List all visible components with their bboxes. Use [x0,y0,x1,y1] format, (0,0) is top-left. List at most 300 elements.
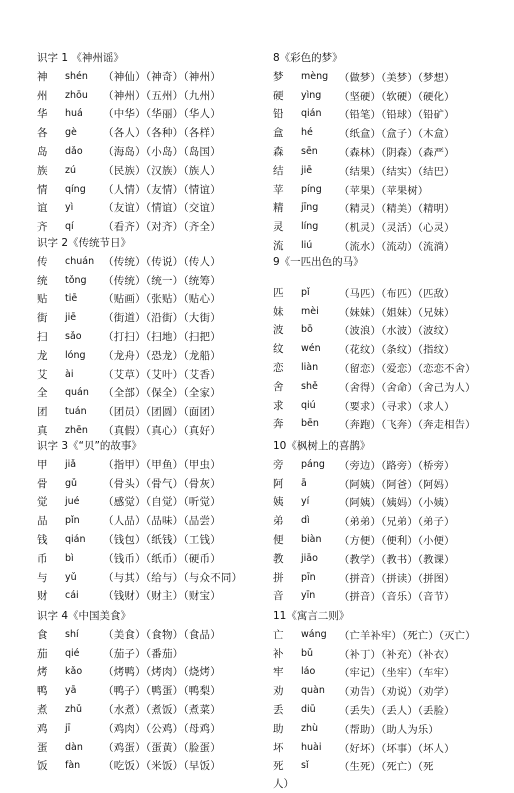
character: 谊 [37,202,48,215]
word-list: （神仙）（神奇）（神州） [103,70,221,83]
pinyin: zhǔ [65,704,83,716]
character: 族 [37,164,48,177]
pinyin: kǎo [65,666,83,678]
word-list: （海岛）（小岛）（岛国） [103,146,221,159]
word-list: （贴画）（张贴）（贴心） [103,293,221,306]
word-list: （中华）（华丽）（华人） [103,108,221,121]
character: 盒 [273,127,284,140]
vocab-row [37,123,267,142]
pinyin: mèi [301,305,319,317]
vocab-row [37,105,267,124]
character: 贴 [37,293,48,306]
vocab-row [273,663,509,682]
vocab-row [37,86,267,105]
vocab-row [37,625,267,644]
word-list: （波浪）（水波）（波纹） [339,325,455,338]
word-list: （留恋）（爱恋）（恋恋不舍） [339,363,476,376]
pinyin: quàn [301,685,325,697]
word-list: （拼音）（音乐）（音节） [339,591,455,604]
word-list: （龙舟）（恐龙）（龙船） [103,349,221,362]
pinyin: píng [301,183,322,195]
vocab-row [273,321,509,340]
word-list: （弟弟）（兄弟）（弟子） [339,516,455,529]
word-list: （教学）（教书）（教课） [339,553,455,566]
vocab-row [37,161,267,180]
character: 精 [273,202,284,215]
character: 鸡 [37,722,48,735]
vocab-row [37,587,267,606]
character-list [37,455,267,605]
vocab-row [273,415,509,434]
pinyin: bǔ [301,647,314,659]
pinyin: yí [301,496,310,508]
pinyin: wén [301,343,321,355]
word-list: （拼音）（拼读）（拼图） [339,572,455,585]
word-list: （妹妹）（姐妹）（兄妹） [339,306,455,319]
word-list: （牢记）（坐牢）（车牢） [339,667,455,680]
character: 神 [37,70,48,83]
pinyin: yǔ [65,571,77,583]
vocab-row [37,346,267,365]
word-list: （生死）（死亡）（死 [339,761,434,774]
word-list: （帮助）（助人为乐） [339,723,439,736]
section-title: 识字 2《传统节日》 [37,237,132,249]
character: 铅 [273,108,284,121]
pinyin: qián [301,108,322,120]
character: 助 [273,722,284,735]
word-list: （流水）（流动）（流淌） [339,241,455,254]
word-list: （水煮）（煮饭）（煮菜） [103,704,221,717]
section-lesson-10 [273,438,509,605]
word-list: （花纹）（条纹）（指纹） [339,344,455,357]
character: 骨 [37,477,48,490]
character: 烤 [37,666,48,679]
character: 统 [37,274,48,287]
character: 音 [273,590,284,603]
vocab-row [37,365,267,384]
character: 传 [37,255,48,268]
character: 坏 [273,741,284,754]
character: 梦 [273,70,284,83]
vocab-row [273,199,509,218]
pinyin: yā [65,685,77,697]
word-list: （打扫）（扫地）（扫把） [103,331,221,344]
pinyin: zhēn [65,425,88,437]
pinyin: zhōu [65,89,88,101]
pinyin: jué [65,496,80,508]
vocab-row [37,180,267,199]
pinyin: qián [65,534,86,546]
pinyin: bì [65,552,74,564]
pinyin: qiú [301,399,316,411]
vocab-row [37,327,267,346]
pinyin: jiǎ [65,458,77,470]
word-list: （钱财）（财主）（财宝） [103,590,221,603]
character-list [273,455,509,605]
word-list: （传统）（传说）（传人） [103,255,221,268]
word-list: （人品）（品味）（品尝） [103,515,221,528]
vocab-row [37,681,267,700]
pinyin: huá [65,108,83,120]
character: 蛋 [37,741,48,754]
word-list: （亡羊补牢）（死亡）（灭亡） [339,629,476,642]
character: 煮 [37,704,48,717]
character: 流 [273,240,284,253]
pinyin: tǒng [65,274,87,286]
vocab-row [273,625,509,644]
character: 死 [273,760,284,773]
vocab-row [37,757,267,776]
vocab-row [273,217,509,236]
character-list [273,67,509,255]
pinyin: tiē [65,293,78,305]
section-title: 10《枫树上的喜鹊》 [273,440,371,452]
pinyin: shě [301,380,318,392]
character: 茄 [37,647,48,660]
word-list: （钱币）（纸币）（硬币） [103,552,221,565]
vocab-row [37,384,267,403]
word-list: （做梦）（美梦）（梦想） [339,71,455,84]
word-list: （指甲）（甲鱼）（甲虫） [103,458,221,471]
word-list: （吃饭）（米饭）（早饭） [103,760,221,773]
pinyin: jiē [65,312,77,324]
word-list: （看齐）（对齐）（齐全） [103,221,221,234]
character: 与 [37,571,48,584]
character: 拼 [273,571,284,584]
character: 丢 [273,704,284,717]
pinyin: pǐ [301,286,310,298]
word-list: （感觉）（自觉）（听觉） [103,496,221,509]
character: 结 [273,164,284,177]
vocab-row [37,252,267,271]
word-list: （阿姨）（阿爸）（阿妈） [339,478,455,491]
word-list: （骨头）（骨气）（骨灰） [103,477,221,490]
character: 财 [37,590,48,603]
pinyin: qíng [65,183,86,195]
section-lesson-1 [37,50,267,236]
word-list: （友谊）（情谊）（交谊） [103,202,221,215]
pinyin: quán [65,387,89,399]
character: 纹 [273,343,284,356]
word-list: （坚硬）（软硬）（硬化） [339,90,455,103]
vocab-row [273,568,509,587]
pinyin: yīn [301,590,316,602]
word-list: （团员）（团圆）（面团） [103,406,221,419]
pinyin: lóng [65,349,86,361]
pinyin: shí [65,628,79,640]
pinyin: pǐn [65,515,80,527]
vocab-row [37,67,267,86]
vocab-row [37,290,267,309]
vocab-row [37,511,267,530]
pinyin: yì [65,202,74,214]
vocab-row [273,719,509,738]
character: 州 [37,89,48,102]
pinyin: bō [301,324,313,336]
vocab-row [273,123,509,142]
pinyin: zhù [301,722,319,734]
word-list: （全部）（保全）（全家） [103,387,221,400]
pinyin: ài [65,368,74,380]
vocab-row [273,161,509,180]
pinyin: shén [65,70,88,82]
vocab-row [273,681,509,700]
character: 团 [37,406,48,419]
section-title: 9《一匹出色的马》 [273,256,364,268]
pinyin: jī [65,722,71,734]
pinyin: qí [65,221,74,233]
pinyin: sǎo [65,331,82,343]
character: 觉 [37,496,48,509]
vocab-row [273,493,509,512]
vocab-row [37,474,267,493]
word-list: （补丁）（补充）（补衣） [339,648,455,661]
vocab-row [273,549,509,568]
vocab-row [273,700,509,719]
vocab-row [37,644,267,663]
vocab-row [273,339,509,358]
vocab-row [273,644,509,663]
character: 全 [37,387,48,400]
character: 品 [37,515,48,528]
word-list: （精灵）（精美）（精明） [339,203,455,216]
pinyin: cái [65,590,79,602]
vocab-row [273,142,509,161]
word-list: （茄子）（番茄） [103,647,184,660]
section-title: 11《寓言二则》 [273,610,350,622]
vocab-row [37,738,267,757]
word-list: （纸盒）（盒子）（木盒） [339,128,455,141]
pinyin: láo [301,666,316,678]
character: 华 [37,108,48,121]
vocab-row [37,493,267,512]
character: 便 [273,534,284,547]
section-title: 识字 1 《神州谣》 [37,52,124,64]
character: 甲 [37,458,48,471]
word-list: （人情）（友情）（情谊） [103,183,221,196]
word-list: （与其）（给与）（与众不同） [103,571,243,584]
word-list: （好坏）（坏事）（坏人） [339,742,455,755]
pinyin: liàn [301,362,319,374]
pinyin: dàn [65,741,83,753]
character: 波 [273,324,284,337]
vocab-row [273,455,509,474]
word-list: （奔跑）（飞奔）（奔走相告） [339,419,476,432]
section-title: 8《彩色的梦》 [273,52,343,64]
character: 弟 [273,515,284,528]
word-list: （民族）（汉族）（族人） [103,164,221,177]
vocab-row [37,271,267,290]
character: 苹 [273,183,284,196]
pinyin: gè [65,127,77,139]
section-title: 识字 3《“贝”的故事》 [37,440,142,452]
vocab-row [273,358,509,377]
pinyin: hé [301,127,313,139]
character: 食 [37,628,48,641]
word-list: （各人）（各种）（各样） [103,127,221,140]
character: 硬 [273,89,284,102]
character: 亡 [273,628,284,641]
pinyin: dì [301,515,310,527]
character-list [37,67,267,236]
character: 牢 [273,666,284,679]
character: 教 [273,552,284,565]
pinyin: chuán [65,255,95,267]
vocab-row [273,738,509,757]
vocab-row [273,180,509,199]
character-list [273,283,509,433]
vocab-row [273,757,509,776]
character: 补 [273,647,284,660]
character: 真 [37,425,48,438]
character: 齐 [37,221,48,234]
vocab-row [37,719,267,738]
vocab-row [37,402,267,421]
vocab-row [273,396,509,415]
vocab-row [37,700,267,719]
vocab-row [273,377,509,396]
character: 各 [37,127,48,140]
word-list: （神州）（五州）（九州） [103,89,221,102]
vocab-row [273,67,509,86]
section-lesson-11 [273,608,509,793]
section-title: 识字 4《中国美食》 [37,610,132,622]
pinyin: ā [301,477,307,489]
word-list: （烤鸭）（烤肉）（烧烤） [103,666,221,679]
character: 匹 [273,286,284,299]
word-list: （旁边）（路旁）（桥旁） [339,459,455,472]
character: 币 [37,552,48,565]
vocab-row [273,105,509,124]
character-list [273,625,509,775]
word-list: （阿姨）（姨妈）（小姨） [339,497,455,510]
character: 钱 [37,534,48,547]
vocab-row [37,455,267,474]
word-list: （鸭子）（鸭蛋）（鸭梨） [103,685,221,698]
pinyin: pīn [301,571,316,583]
pinyin: jiē [301,164,313,176]
character: 旁 [273,458,284,471]
vocab-row [37,663,267,682]
vocab-row [37,530,267,549]
word-list: （方便）（便利）（小便） [339,535,455,548]
continued-text: 人） [273,778,294,791]
word-list: （真假）（真心）（真好） [103,425,221,438]
section-lesson-3 [37,438,267,605]
word-list: （森林）（阴森）（森严） [339,147,455,160]
pinyin: bēn [301,418,319,430]
character: 森 [273,146,284,159]
character: 姨 [273,496,284,509]
word-list: （结果）（结实）（结巴） [339,165,455,178]
vocab-row [37,549,267,568]
pinyin: wáng [301,628,327,640]
character: 恋 [273,362,284,375]
character: 龙 [37,349,48,362]
word-list: （鸡肉）（公鸡）（母鸡） [103,722,221,735]
character: 扫 [37,331,48,344]
word-list: （要求）（寻求）（求人） [339,400,455,413]
character: 阿 [273,477,284,490]
character: 劝 [273,685,284,698]
vocab-row [273,302,509,321]
pinyin: sǐ [301,760,309,772]
pinyin: dǎo [65,146,83,158]
pinyin: mèng [301,70,329,82]
word-list: （劝告）（劝说）（劝学） [339,686,455,699]
pinyin: qié [65,647,80,659]
pinyin: gǔ [65,477,78,489]
pinyin: tuán [65,406,87,418]
word-list: （铅笔）（铅球）（铅矿） [339,109,455,122]
word-list: （马匹）（布匹）（匹敌） [339,287,455,300]
word-list: （艾草）（艾叶）（艾香） [103,368,221,381]
character: 街 [37,312,48,325]
pinyin: sēn [301,146,318,158]
character: 奔 [273,418,284,431]
vocab-row [273,283,509,302]
vocab-row [37,217,267,236]
character: 求 [273,399,284,412]
vocab-row [37,568,267,587]
vocab-row [37,308,267,327]
vocab-row [273,86,509,105]
word-list: （传统）（统一）（统筹） [103,274,221,287]
word-list: （美食）（食物）（食品） [103,628,221,641]
word-list: （丢失）（丢人）（丢脸） [339,705,455,718]
word-list: （街道）（沿街）（大街） [103,312,221,325]
pinyin: yìng [301,89,322,101]
character: 鸭 [37,685,48,698]
pinyin: zú [65,164,77,176]
character: 艾 [37,368,48,381]
pinyin: diū [301,704,316,716]
pinyin: liú [301,240,313,252]
pinyin: fàn [65,760,81,772]
character-list [37,252,267,440]
pinyin: líng [301,221,319,233]
pinyin: jiāo [301,552,318,564]
pinyin: huài [301,741,322,753]
vocab-row [273,530,509,549]
word-list: （鸡蛋）（蛋黄）（脸蛋） [103,741,221,754]
word-list: （苹果）（苹果树） [339,184,429,197]
vocab-row [37,199,267,218]
vocab-row [273,474,509,493]
vocab-row [273,587,509,606]
character: 妹 [273,305,284,318]
word-list: （钱包）（纸钱）（工钱） [103,534,221,547]
section-lesson-4 [37,608,267,775]
vocab-row [273,236,509,255]
section-lesson-2 [37,235,267,440]
character: 情 [37,183,48,196]
pinyin: páng [301,458,325,470]
character: 岛 [37,146,48,159]
vocab-row [37,142,267,161]
character-list [37,625,267,775]
section-lesson-9 [273,254,509,433]
vocab-row [273,511,509,530]
character: 灵 [273,221,284,234]
pinyin: jīng [301,202,319,214]
character: 饭 [37,760,48,773]
word-list: （舍得）（舍命）（舍己为人） [339,381,476,394]
word-list: （机灵）（灵活）（心灵） [339,222,455,235]
section-lesson-8 [273,50,509,255]
pinyin: biàn [301,534,322,546]
character: 舍 [273,380,284,393]
